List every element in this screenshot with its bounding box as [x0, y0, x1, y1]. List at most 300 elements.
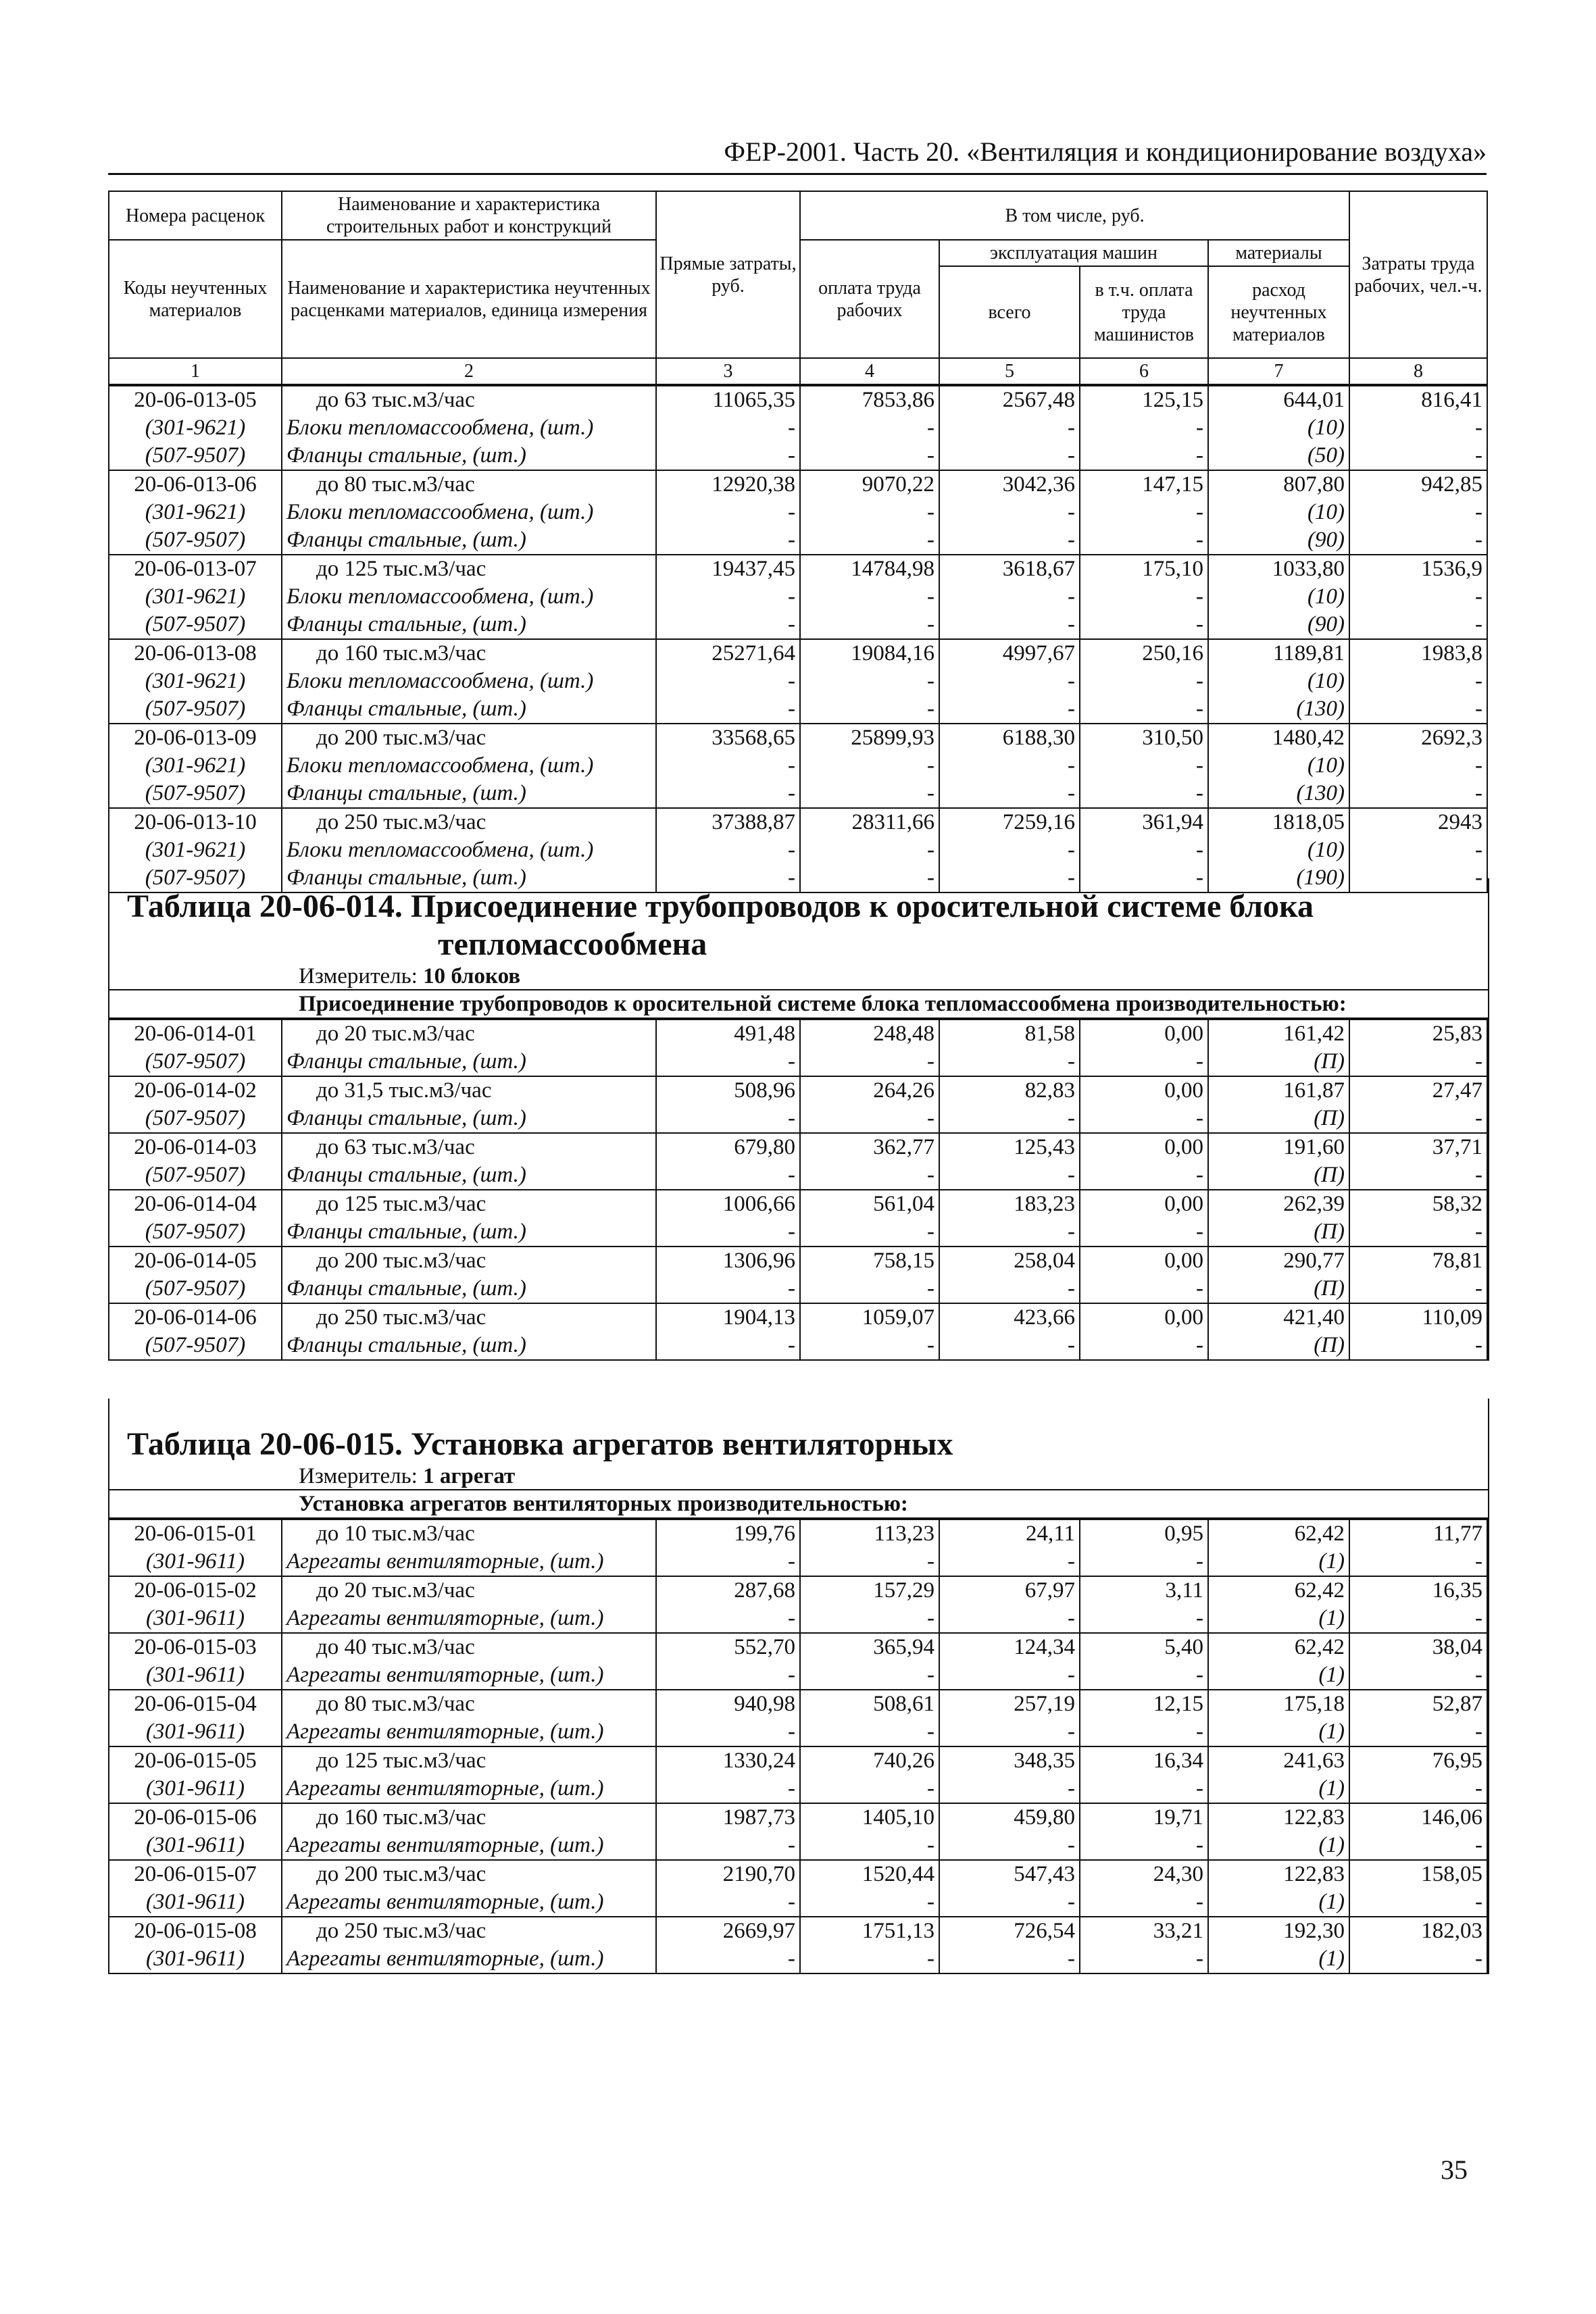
table-row [109, 1247, 1487, 1275]
value-c8: 16,35 [1349, 1576, 1487, 1605]
material-name: Блоки тепломассообмена, (шт.) [282, 668, 656, 695]
dash: - [1080, 752, 1208, 780]
material-code: (301-9621) [109, 414, 282, 442]
material-qty: (190) [1208, 864, 1349, 892]
value-c5: 4997,67 [939, 639, 1080, 668]
dash: - [800, 1775, 939, 1803]
value-c8: 1536,9 [1349, 555, 1487, 583]
material-qty: (П) [1208, 1275, 1349, 1303]
value-c7: 1189,81 [1208, 639, 1349, 668]
rate-code: 20-06-014-01 [109, 1020, 282, 1048]
table-row [109, 724, 1487, 752]
measure-value: 1 агрегат [423, 1464, 516, 1488]
material-row [109, 1218, 1487, 1247]
dash: - [800, 1105, 939, 1133]
material-code: (301-9611) [109, 1605, 282, 1633]
dash: - [939, 611, 1080, 639]
col-num: 3 [656, 358, 800, 384]
value-c3: 11065,35 [656, 386, 800, 414]
material-row [109, 1605, 1487, 1633]
value-c4: 740,26 [800, 1746, 939, 1775]
dash: - [1080, 1332, 1208, 1360]
value-c7: 241,63 [1208, 1746, 1349, 1775]
dash: - [800, 780, 939, 808]
dash: - [800, 499, 939, 526]
material-name: Блоки тепломассообмена, (шт.) [282, 414, 656, 442]
dash: - [1080, 695, 1208, 724]
rate-name: до 63 тыс.м3/час [282, 386, 656, 414]
material-qty: (П) [1208, 1105, 1349, 1133]
dash: - [656, 1605, 800, 1633]
page-number: 35 [1441, 2155, 1468, 2185]
value-c5: 124,34 [939, 1633, 1080, 1661]
material-row [109, 1775, 1487, 1803]
dash: - [656, 499, 800, 526]
dash: - [1080, 1832, 1208, 1860]
value-c8: 2692,3 [1349, 724, 1487, 752]
material-qty: (10) [1208, 752, 1349, 780]
dash: - [656, 1945, 800, 1973]
value-c3: 33568,65 [656, 724, 800, 752]
rate-code: 20-06-015-04 [109, 1690, 282, 1718]
col-num: 1 [109, 358, 282, 384]
rate-code: 20-06-013-08 [109, 639, 282, 668]
value-c4: 19084,16 [800, 639, 939, 668]
material-row [109, 414, 1487, 442]
value-c5: 3042,36 [939, 470, 1080, 499]
dash: - [939, 526, 1080, 555]
value-c6: 147,15 [1080, 470, 1208, 499]
value-c7: 122,83 [1208, 1803, 1349, 1832]
dash: - [800, 526, 939, 555]
value-c5: 3618,67 [939, 555, 1080, 583]
material-code: (301-9611) [109, 1888, 282, 1917]
dash: - [656, 611, 800, 639]
material-row [109, 1548, 1487, 1576]
dash: - [1080, 414, 1208, 442]
dash: - [1349, 1048, 1487, 1076]
dash: - [1349, 1661, 1487, 1690]
table-row [109, 808, 1487, 836]
table-015-measure: Измеритель: 1 агрегат [299, 1464, 516, 1488]
material-name: Агрегаты вентиляторные, (шт.) [282, 1548, 656, 1576]
table-015-subheader: Установка агрегатов вентиляторных производительностью: [109, 1489, 1488, 1519]
dash: - [939, 1661, 1080, 1690]
value-c4: 561,04 [800, 1190, 939, 1218]
dash: - [1349, 1605, 1487, 1633]
material-row [109, 780, 1487, 808]
dash: - [800, 1332, 939, 1360]
value-c7: 122,83 [1208, 1860, 1349, 1888]
dash: - [1349, 780, 1487, 808]
value-c8: 816,41 [1349, 386, 1487, 414]
dash: - [1349, 695, 1487, 724]
rate-name: до 40 тыс.м3/час [282, 1633, 656, 1661]
value-c7: 191,60 [1208, 1133, 1349, 1161]
material-name: Агрегаты вентиляторные, (шт.) [282, 1718, 656, 1746]
table-014 [108, 878, 1489, 1361]
table-row [109, 639, 1487, 668]
material-code: (301-9611) [109, 1718, 282, 1746]
col-num: 5 [939, 358, 1080, 384]
material-qty: (1) [1208, 1775, 1349, 1803]
dash: - [656, 526, 800, 555]
dash: - [939, 1888, 1080, 1917]
value-c4: 362,77 [800, 1133, 939, 1161]
dash: - [800, 864, 939, 892]
table-row [109, 1746, 1487, 1775]
table-014-measure: Измеритель: 10 блоков [299, 964, 521, 988]
value-c3: 287,68 [656, 1576, 800, 1605]
rate-code: 20-06-014-05 [109, 1247, 282, 1275]
material-row [109, 836, 1487, 864]
dash: - [939, 1945, 1080, 1973]
dash: - [1349, 1332, 1487, 1360]
rate-code: 20-06-015-07 [109, 1860, 282, 1888]
value-c4: 1520,44 [800, 1860, 939, 1888]
table-015-body [108, 1519, 1488, 1974]
dash: - [656, 668, 800, 695]
dash: - [656, 1888, 800, 1917]
dash: - [1349, 1832, 1487, 1860]
value-c4: 1751,13 [800, 1917, 939, 1945]
table-row [109, 1020, 1487, 1048]
dash: - [939, 414, 1080, 442]
rate-code: 20-06-013-05 [109, 386, 282, 414]
table-013-body [108, 385, 1488, 893]
dash: - [800, 1718, 939, 1746]
material-row [109, 1832, 1487, 1860]
dash: - [939, 1718, 1080, 1746]
material-row [109, 1718, 1487, 1746]
material-row [109, 1275, 1487, 1303]
value-c3: 1306,96 [656, 1247, 800, 1275]
rate-code: 20-06-015-08 [109, 1917, 282, 1945]
material-row [109, 752, 1487, 780]
dash: - [656, 780, 800, 808]
value-c3: 508,96 [656, 1076, 800, 1105]
value-c3: 491,48 [656, 1020, 800, 1048]
material-row [109, 1105, 1487, 1133]
dash: - [656, 1105, 800, 1133]
dash: - [656, 864, 800, 892]
value-c3: 1904,13 [656, 1303, 800, 1332]
dash: - [800, 611, 939, 639]
dash: - [800, 836, 939, 864]
material-name: Блоки тепломассообмена, (шт.) [282, 752, 656, 780]
dash: - [939, 1161, 1080, 1190]
rate-name: до 80 тыс.м3/час [282, 1690, 656, 1718]
col-num: 6 [1080, 358, 1208, 384]
table-row [109, 1576, 1487, 1605]
dash: - [1349, 1105, 1487, 1133]
rate-code: 20-06-015-02 [109, 1576, 282, 1605]
dash: - [939, 499, 1080, 526]
value-c8: 78,81 [1349, 1247, 1487, 1275]
table-015 [108, 1399, 1489, 1974]
value-c5: 82,83 [939, 1076, 1080, 1105]
material-qty: (1) [1208, 1718, 1349, 1746]
header-total: всего [939, 266, 1080, 358]
dash: - [800, 1605, 939, 1633]
rate-name: до 10 тыс.м3/час [282, 1519, 656, 1548]
value-c3: 25271,64 [656, 639, 800, 668]
table-013 [108, 191, 1487, 893]
material-qty: (10) [1208, 583, 1349, 611]
material-code: (301-9611) [109, 1945, 282, 1973]
column-header [108, 191, 1488, 385]
value-c3: 940,98 [656, 1690, 800, 1718]
table-row [109, 1803, 1487, 1832]
material-row [109, 499, 1487, 526]
material-qty: (1) [1208, 1888, 1349, 1917]
material-row [109, 1332, 1487, 1360]
material-row [109, 583, 1487, 611]
material-qty: (1) [1208, 1832, 1349, 1860]
material-code: (507-9507) [109, 1332, 282, 1360]
dash: - [656, 1832, 800, 1860]
material-qty: (10) [1208, 836, 1349, 864]
dash: - [800, 1661, 939, 1690]
rate-code: 20-06-014-04 [109, 1190, 282, 1218]
material-code: (507-9507) [109, 780, 282, 808]
dash: - [656, 1218, 800, 1247]
value-c7: 421,40 [1208, 1303, 1349, 1332]
value-c6: 0,00 [1080, 1076, 1208, 1105]
dash: - [800, 1048, 939, 1076]
value-c4: 365,94 [800, 1633, 939, 1661]
rate-name: до 250 тыс.м3/час [282, 1917, 656, 1945]
rate-code: 20-06-015-01 [109, 1519, 282, 1548]
material-name: Агрегаты вентиляторные, (шт.) [282, 1945, 656, 1973]
dash: - [939, 864, 1080, 892]
dash: - [1349, 1275, 1487, 1303]
dash: - [656, 1548, 800, 1576]
rate-code: 20-06-013-06 [109, 470, 282, 499]
header-mat-names: Наименование и характеристика неучтенных расценками материалов, единица измерения [282, 240, 656, 358]
dash: - [800, 1888, 939, 1917]
dash: - [939, 1605, 1080, 1633]
dash: - [656, 1048, 800, 1076]
value-c5: 726,54 [939, 1917, 1080, 1945]
material-qty: (1) [1208, 1548, 1349, 1576]
table-row [109, 1133, 1487, 1161]
dash: - [1349, 1775, 1487, 1803]
dash: - [939, 1775, 1080, 1803]
rate-code: 20-06-013-07 [109, 555, 282, 583]
dash: - [800, 414, 939, 442]
material-row [109, 1945, 1487, 1973]
value-c5: 257,19 [939, 1690, 1080, 1718]
dash: - [656, 414, 800, 442]
value-c8: 37,71 [1349, 1133, 1487, 1161]
value-c3: 199,76 [656, 1519, 800, 1548]
table-row [109, 555, 1487, 583]
value-c4: 508,61 [800, 1690, 939, 1718]
dash: - [1080, 1945, 1208, 1973]
value-c6: 250,16 [1080, 639, 1208, 668]
table-row [109, 1303, 1487, 1332]
material-qty: (П) [1208, 1161, 1349, 1190]
header-mat-codes: Коды неучтенных материалов [109, 240, 282, 358]
value-c3: 19437,45 [656, 555, 800, 583]
value-c8: 76,95 [1349, 1746, 1487, 1775]
material-name: Фланцы стальные, (шт.) [282, 1275, 656, 1303]
dash: - [939, 752, 1080, 780]
rate-name: до 250 тыс.м3/час [282, 1303, 656, 1332]
table-014-title: Таблица 20-06-014. Присоединение трубопроводов к оросительной системе блока [127, 888, 1314, 924]
material-code: (507-9507) [109, 1218, 282, 1247]
dash: - [1080, 1605, 1208, 1633]
dash: - [1080, 668, 1208, 695]
value-c8: 38,04 [1349, 1633, 1487, 1661]
value-c4: 248,48 [800, 1020, 939, 1048]
material-name: Фланцы стальные, (шт.) [282, 1048, 656, 1076]
dash: - [939, 1275, 1080, 1303]
material-qty: (П) [1208, 1048, 1349, 1076]
value-c6: 0,00 [1080, 1133, 1208, 1161]
material-code: (301-9621) [109, 752, 282, 780]
material-qty: (50) [1208, 442, 1349, 470]
value-c3: 1987,73 [656, 1803, 800, 1832]
material-qty: (П) [1208, 1218, 1349, 1247]
rate-code: 20-06-013-10 [109, 808, 282, 836]
material-row [109, 526, 1487, 555]
value-c6: 175,10 [1080, 555, 1208, 583]
material-row [109, 695, 1487, 724]
value-c3: 552,70 [656, 1633, 800, 1661]
dash: - [1349, 442, 1487, 470]
dash: - [1080, 442, 1208, 470]
value-c4: 157,29 [800, 1576, 939, 1605]
dash: - [1080, 583, 1208, 611]
rate-name: до 125 тыс.м3/час [282, 1190, 656, 1218]
rate-name: до 20 тыс.м3/час [282, 1576, 656, 1605]
dash: - [656, 1332, 800, 1360]
page-header [108, 132, 1487, 175]
value-c5: 423,66 [939, 1303, 1080, 1332]
material-name: Фланцы стальные, (шт.) [282, 780, 656, 808]
dash: - [800, 442, 939, 470]
dash: - [1349, 414, 1487, 442]
value-c7: 644,01 [1208, 386, 1349, 414]
dash: - [1349, 668, 1487, 695]
material-row [109, 1888, 1487, 1917]
value-c3: 2190,70 [656, 1860, 800, 1888]
material-code: (301-9621) [109, 499, 282, 526]
value-c6: 33,21 [1080, 1917, 1208, 1945]
dash: - [800, 668, 939, 695]
dash: - [1349, 1718, 1487, 1746]
dash: - [800, 1161, 939, 1190]
rate-code: 20-06-015-05 [109, 1746, 282, 1775]
material-name: Фланцы стальные, (шт.) [282, 526, 656, 555]
value-c5: 67,97 [939, 1576, 1080, 1605]
value-c7: 262,39 [1208, 1190, 1349, 1218]
dash: - [939, 668, 1080, 695]
dash: - [939, 1332, 1080, 1360]
value-c4: 758,15 [800, 1247, 939, 1275]
col-num: 4 [800, 358, 939, 384]
table-row [109, 1076, 1487, 1105]
rate-code: 20-06-014-02 [109, 1076, 282, 1105]
value-c7: 807,80 [1208, 470, 1349, 499]
value-c8: 11,77 [1349, 1519, 1487, 1548]
value-c6: 24,30 [1080, 1860, 1208, 1888]
value-c7: 1818,05 [1208, 808, 1349, 836]
dash: - [1349, 1218, 1487, 1247]
value-c7: 192,30 [1208, 1917, 1349, 1945]
material-name: Агрегаты вентиляторные, (шт.) [282, 1605, 656, 1633]
dash: - [939, 1548, 1080, 1576]
rate-code: 20-06-014-03 [109, 1133, 282, 1161]
value-c8: 52,87 [1349, 1690, 1487, 1718]
value-c6: 12,15 [1080, 1690, 1208, 1718]
value-c7: 62,42 [1208, 1519, 1349, 1548]
value-c7: 62,42 [1208, 1576, 1349, 1605]
dash: - [800, 1832, 939, 1860]
material-name: Агрегаты вентиляторные, (шт.) [282, 1775, 656, 1803]
value-c6: 0,00 [1080, 1020, 1208, 1048]
rate-name: до 200 тыс.м3/час [282, 1247, 656, 1275]
dash: - [1080, 1888, 1208, 1917]
dash: - [800, 1548, 939, 1576]
material-qty: (1) [1208, 1605, 1349, 1633]
dash: - [800, 1275, 939, 1303]
value-c5: 81,58 [939, 1020, 1080, 1048]
value-c5: 258,04 [939, 1247, 1080, 1275]
dash: - [1349, 864, 1487, 892]
dash: - [939, 1048, 1080, 1076]
header-machines: эксплуатация машин [939, 240, 1208, 266]
dash: - [1080, 1161, 1208, 1190]
value-c3: 2669,97 [656, 1917, 800, 1945]
header-materials: материалы [1208, 240, 1349, 266]
material-name: Фланцы стальные, (шт.) [282, 611, 656, 639]
value-c4: 28311,66 [800, 808, 939, 836]
dash: - [1349, 752, 1487, 780]
material-row [109, 1661, 1487, 1690]
rate-name: до 63 тыс.м3/час [282, 1133, 656, 1161]
rate-name: до 20 тыс.м3/час [282, 1020, 656, 1048]
material-name: Фланцы стальные, (шт.) [282, 695, 656, 724]
value-c4: 25899,93 [800, 724, 939, 752]
rate-name: до 250 тыс.м3/час [282, 808, 656, 836]
dash: - [939, 442, 1080, 470]
table-row [109, 386, 1487, 414]
table-014-body [108, 1019, 1488, 1361]
header-labor: Затраты труда рабочих, чел.-ч. [1349, 191, 1487, 358]
dash: - [1080, 864, 1208, 892]
value-c6: 0,00 [1080, 1303, 1208, 1332]
material-qty: (90) [1208, 526, 1349, 555]
value-c4: 9070,22 [800, 470, 939, 499]
dash: - [656, 442, 800, 470]
dash: - [656, 583, 800, 611]
dash: - [939, 1218, 1080, 1247]
dash: - [1080, 780, 1208, 808]
dash: - [1349, 526, 1487, 555]
header-pay: оплата труда рабочих [800, 240, 939, 358]
value-c5: 183,23 [939, 1190, 1080, 1218]
dash: - [1349, 1548, 1487, 1576]
dash: - [1080, 1661, 1208, 1690]
value-c3: 12920,38 [656, 470, 800, 499]
dash: - [1080, 1218, 1208, 1247]
table-row [109, 1690, 1487, 1718]
table-015-title: Таблица 20-06-015. Установка агрегатов вентиляторных [127, 1426, 953, 1462]
material-name: Агрегаты вентиляторные, (шт.) [282, 1661, 656, 1690]
